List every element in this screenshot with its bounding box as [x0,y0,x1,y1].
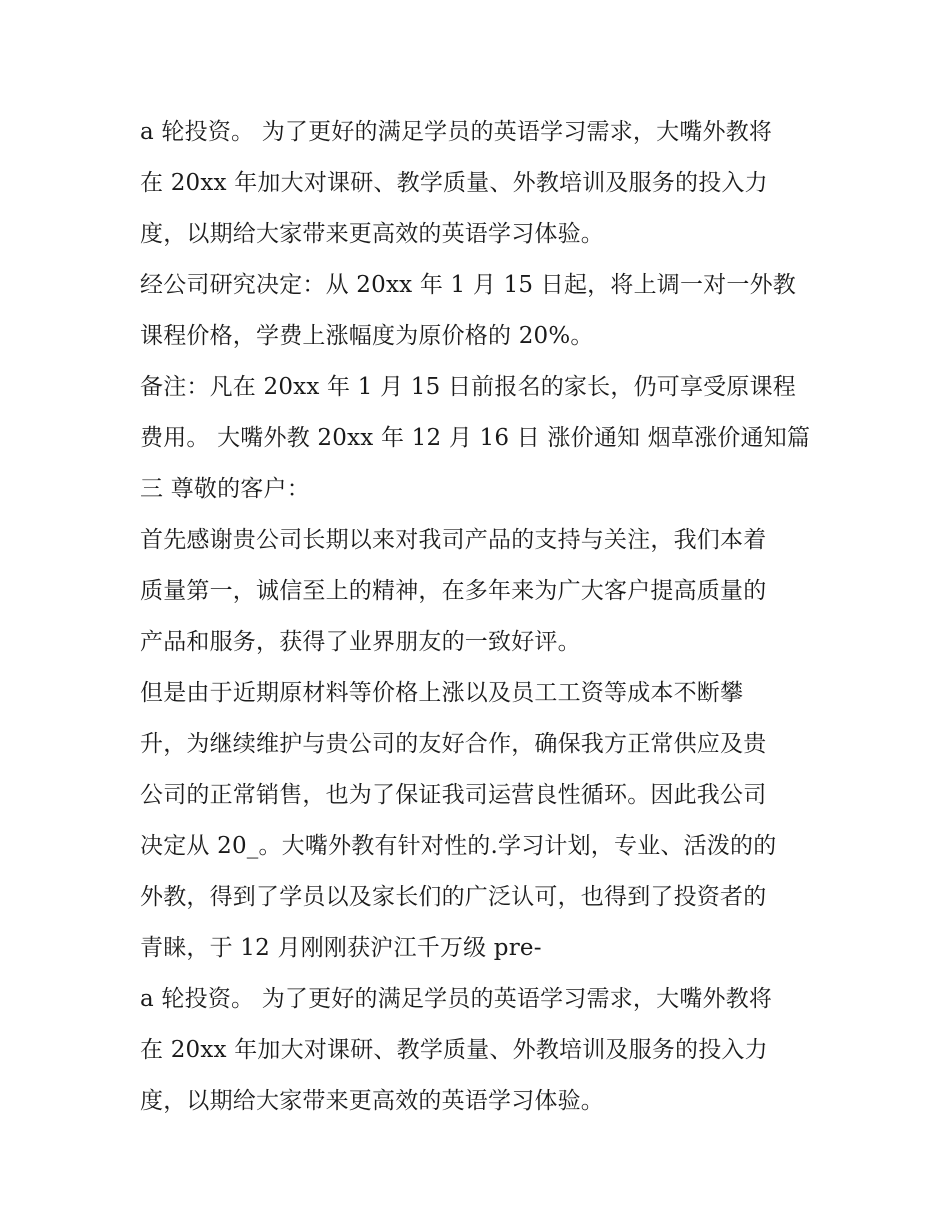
text-line: 外教，得到了学员以及家长们的广泛认可，也得到了投资者的 [140,884,767,910]
text-line: a 轮投资。 为了更好的满足学员的英语学习需求，大嘴外教将 [140,119,773,145]
paragraph-price-decision [140,260,812,362]
paragraph-cost-increase [140,668,812,974]
text-line: a 轮投资。 为了更好的满足学员的英语学习需求，大嘴外教将 [140,986,773,1012]
paragraph-investment-repeat [140,974,812,1127]
paragraph-note [140,362,812,515]
text-line: 但是由于近期原材料等价格上涨以及员工工资等成本不断攀 [140,680,744,706]
text-line: 产品和服务，获得了业界朋友的一致好评。 [140,629,581,655]
text-line: 首先感谢贵公司长期以来对我司产品的支持与关注，我们本着 [140,527,767,553]
paragraph-thanks [140,515,812,668]
text-line: 升，为继续维护与贵公司的友好合作，确保我方正常供应及贵 [140,731,767,757]
text-line: 青睐，于 12 月刚刚获沪江千万级 pre- [140,935,542,961]
text-line: 课程价格，学费上涨幅度为原价格的 20%。 [140,323,594,349]
paragraph-investment-intro [140,107,812,260]
text-line: 备注：凡在 20xx 年 1 月 15 日前报名的家长，仍可享受原课程 [140,374,796,400]
document-body [140,107,812,1127]
text-line: 度，以期给大家带来更高效的英语学习体验。 [140,221,604,247]
text-line: 度，以期给大家带来更高效的英语学习体验。 [140,1088,604,1114]
text-line: 在 20xx 年加大对课研、教学质量、外教培训及服务的投入力 [140,170,768,196]
text-line: 公司的正常销售，也为了保证我司运营良性循环。因此我公司 [140,782,767,808]
text-line: 决定从 20_。大嘴外教有针对性的.学习计划，专业、活泼的的 [140,833,777,859]
text-line: 质量第一，诚信至上的精神，在多年来为广大客户提高质量的 [140,578,767,604]
text-line: 费用。 大嘴外教 20xx 年 12 月 16 日 涨价通知 烟草涨价通知篇 [140,425,811,451]
text-line: 在 20xx 年加大对课研、教学质量、外教培训及服务的投入力 [140,1037,768,1063]
text-line: 三 尊敬的客户： [140,476,310,502]
text-line: 经公司研究决定：从 20xx 年 1 月 15 日起，将上调一对一外教 [140,272,796,298]
